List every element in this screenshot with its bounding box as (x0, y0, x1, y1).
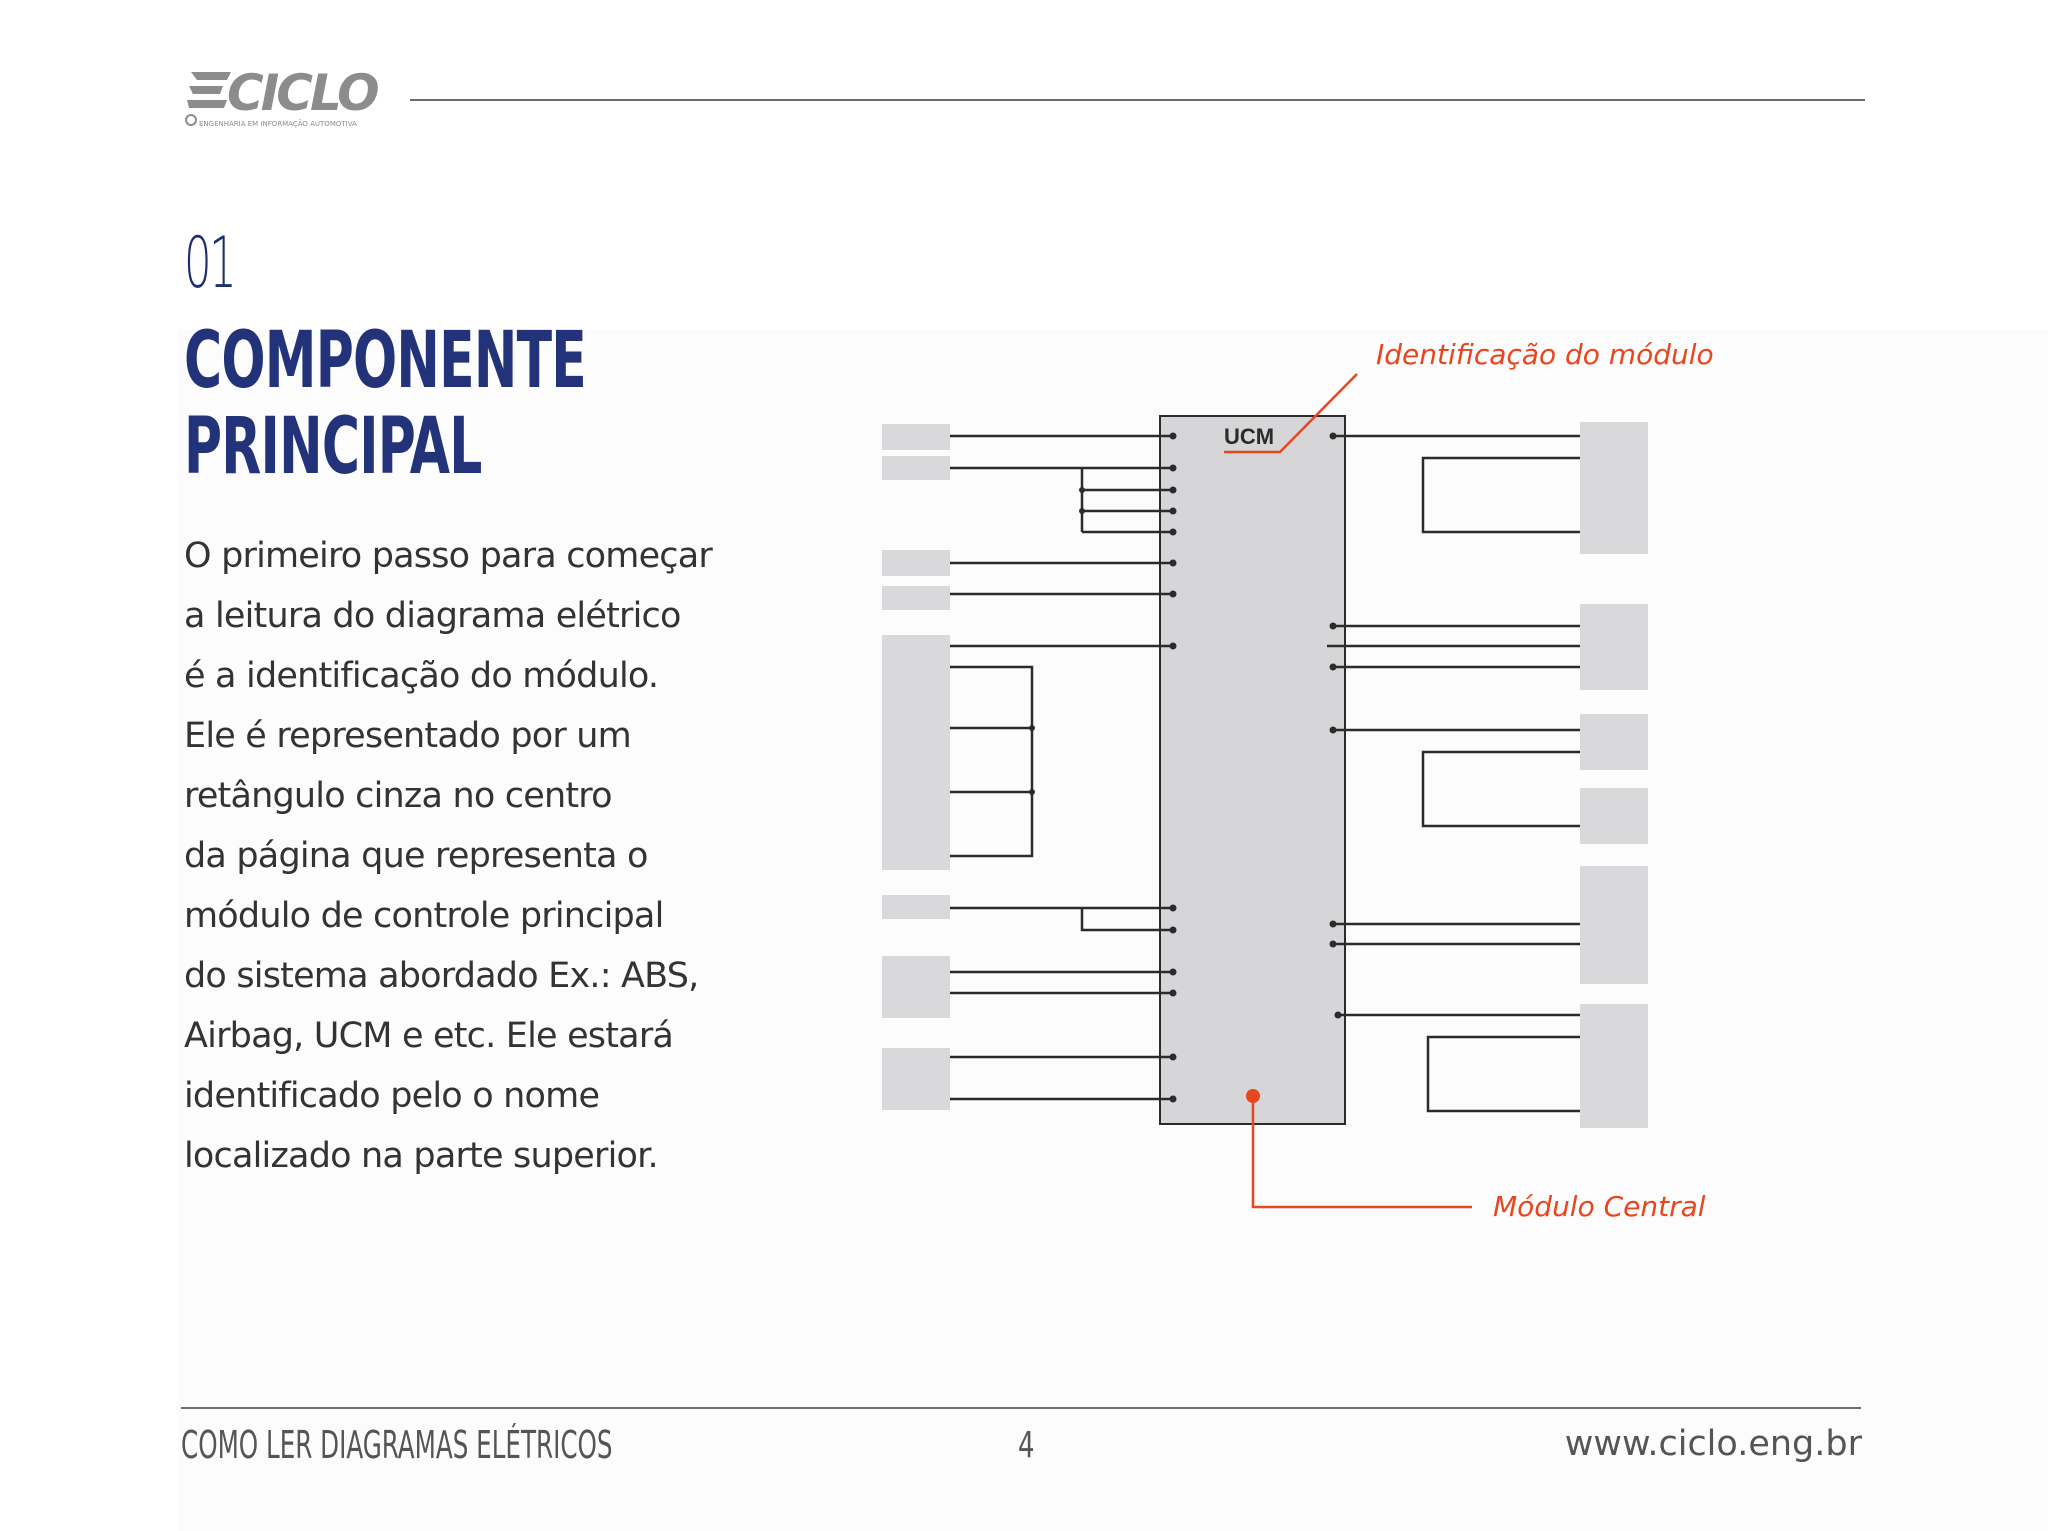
footer-page-number: 4 (1018, 1425, 1035, 1466)
connector-left-3 (882, 550, 950, 576)
right-connectors (1580, 422, 1648, 1128)
footer-document-title: COMO LER DIAGRAMAS ELÉTRICOS (181, 1423, 613, 1467)
section-body-text: O primeiro passo para começar a leitura do diagrama elétrico é a identificação do módulo. Ele é representado por um retângulo cinza no centro da página que representa o módulo de controle principal do sistema abordado Ex.: ABS, Airbag, UCM e etc. Ele estará identificado pelo o nome localizado na parte superior. (184, 536, 712, 1176)
connector-right-4 (1580, 788, 1648, 844)
footer-divider (181, 1407, 1861, 1409)
callout-identification-label: Identificação do módulo (1376, 338, 1714, 371)
connector-right-2 (1580, 604, 1648, 690)
header-divider (410, 99, 1865, 101)
section-number: 01 (184, 222, 235, 304)
wire-r2 (1327, 626, 1580, 667)
wire-l5-loop (950, 667, 1032, 856)
wire-l8 (950, 1057, 1173, 1099)
section-title-line-1: COMPONENTE (184, 316, 587, 406)
footer-website-link[interactable]: www.ciclo.eng.br (1564, 1424, 1862, 1464)
callout-module-label: Módulo Central (1493, 1190, 1706, 1223)
section-title (184, 318, 586, 490)
module-label: UCM (1224, 424, 1275, 449)
connector-left-6 (882, 895, 950, 919)
wire-r1-loop (1423, 458, 1580, 532)
wire-l7 (950, 972, 1173, 993)
connector-left-4 (882, 586, 950, 610)
logo-wordmark: CICLO (227, 64, 377, 122)
ciclo-logo (183, 64, 403, 134)
wire-l6 (950, 908, 1173, 930)
logo-tagline: ENGENHARIA EM INFORMAÇÃO AUTOMOTIVA (199, 120, 357, 128)
connector-right-3 (1580, 714, 1648, 770)
right-wires (1327, 436, 1580, 1111)
wire-r5 (1333, 924, 1580, 944)
connector-left-7 (882, 956, 950, 1018)
left-wires (950, 436, 1173, 1099)
connector-left-1 (882, 424, 950, 450)
left-connectors (882, 424, 950, 1110)
connector-right-1 (1580, 422, 1648, 554)
connector-left-5 (882, 635, 950, 870)
connector-left-2 (882, 456, 950, 480)
wire-r3-loop (1423, 752, 1580, 826)
central-module-box (1160, 416, 1345, 1124)
wire-r6-loop (1428, 1037, 1580, 1111)
wiring-diagram (860, 330, 1860, 1250)
connector-right-5 (1580, 866, 1648, 984)
connector-right-6 (1580, 1004, 1648, 1128)
connector-left-8 (882, 1048, 950, 1110)
section-title-line-2: PRINCIPAL (184, 402, 482, 492)
